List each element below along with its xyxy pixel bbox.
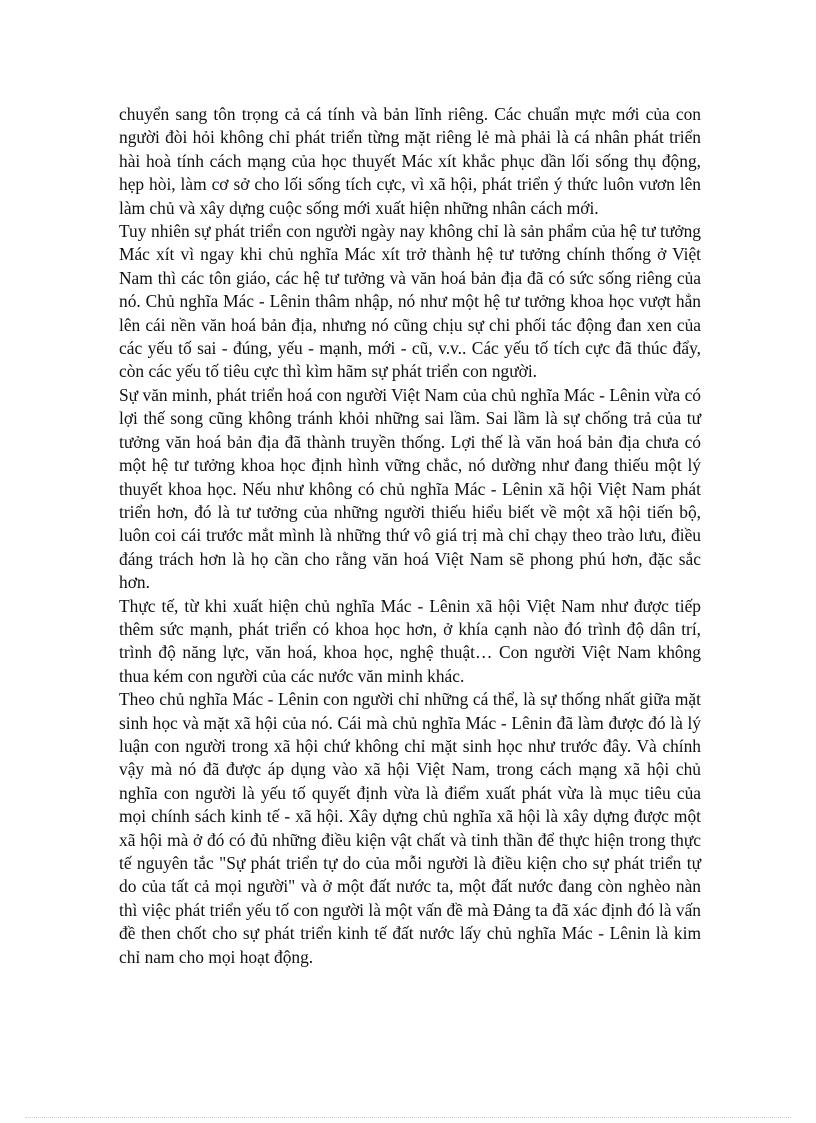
paragraph-2: Tuy nhiên sự phát triển con người ngày nay không chỉ là sản phẩm của hệ tư tưởng Mác xít vì ngay khi chủ nghĩa Mác xít trở thành hệ tư tưởng chính thống ở Việt Nam thì các tôn giáo, các hệ tư tưởng và văn hoá bản địa đã có sức sống riêng của nó. Chủ nghĩa Mác - Lênin thâm nhập, nó như một hệ tư tưởng khoa học vượt hẳn lên cái nền văn hoá bản địa, nhưng nó cũng chịu sự chi phối tác động đan xen của các yếu tố sai - đúng, yếu - mạnh, mới - cũ, v.v.. Các yếu tố tích cực đã thúc đẩy, còn các yếu tố tiêu cực thì kìm hãm sự phát triển con người.	[119, 221, 701, 382]
page-bottom-divider	[25, 1117, 791, 1118]
document-page	[119, 103, 701, 969]
paragraph-4: Thực tế, từ khi xuất hiện chủ nghĩa Mác - Lênin xã hội Việt Nam như được tiếp thêm sức mạnh, phát triển có khoa học hơn, ở khía cạnh nào đó trình độ dân trí, trình độ năng lực, văn hoá, khoa học, nghệ thuật… Con người Việt Nam không thua kém con người của các nước văn minh khác.	[119, 595, 701, 686]
paragraph-1: chuyển sang tôn trọng cả cá tính và bản lĩnh riêng. Các chuẩn mực mới của con người đòi hỏi không chỉ phát triển từng mặt riêng lẻ mà phải là cá nhân phát triển hài hoà tính cách mạng của học thuyết Mác xít khắc phục dần lối sống thụ động, hẹp hòi, làm cơ sở cho lối sống tích cực, vì xã hội, phát triển ý thức luôn vươn lên làm chủ và xây dựng cuộc sống mới xuất hiện những nhân cách mới.	[119, 104, 701, 218]
paragraph-3: Sự văn minh, phát triển hoá con người Việt Nam của chủ nghĩa Mác - Lênin vừa có lợi thế song cũng không tránh khỏi những sai lầm. Sai lầm là sự chống trả của tư tưởng văn hoá bản địa đã thành truyền thống. Lợi thế là văn hoá bản địa chưa có một hệ tư tưởng khoa học định hình vững chắc, nó dường như đang thiếu một lý thuyết khoa học. Nếu như không có chủ nghĩa Mác - Lênin xã hội Việt Nam phát triển hơn, đó là tư tưởng của những người thiếu hiểu biết về một xã hội tiến bộ, luôn coi cái trước mắt mình là những thứ vô giá trị mà chỉ chạy theo trào lưu, điều đáng trách hơn là họ cần cho rằng văn hoá Việt Nam sẽ phong phú hơn, đặc sắc hơn.	[119, 384, 701, 593]
paragraph-5: Theo chủ nghĩa Mác - Lênin con người chỉ những cá thể, là sự thống nhất giữa mặt sinh học và mặt xã hội của nó. Cái mà chủ nghĩa Mác - Lênin đã làm được đó là lý luận con người trong xã hội chứ không chỉ mặt sinh học như trước đây. Và chính vậy mà nó đã được áp dụng vào xã hội Việt Nam, trong cách mạng xã hội chủ nghĩa con người là yếu tố quyết định vừa là điểm xuất phát vừa là mục tiêu của mọi chính sách kinh tế - xã hội. Xây dựng chủ nghĩa xã hội là xây dựng được một xã hội mà ở đó có đủ những điều kiện vật chất và tinh thần để thực hiện trong thực tế nguyên tắc "Sự phát triển tự do của mỗi người là điều kiện cho sự phát triển tự do của tất cả mọi người" và ở một đất nước ta, một đất nước đang còn nghèo nàn thì việc phát triển yếu tố con người là một vấn đề mà Đảng ta đã xác định đó là vấn đề then chốt cho sự phát triển kinh tế đất nước lấy chủ nghĩa Mác - Lênin là kim chỉ nam cho mọi hoạt động.	[119, 689, 701, 967]
